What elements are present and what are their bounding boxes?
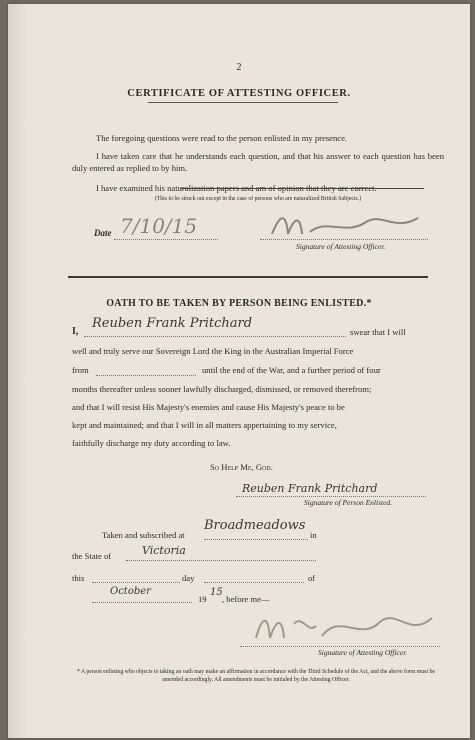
- page-number: 2: [236, 62, 242, 73]
- year-suffix: 15: [210, 587, 223, 598]
- attesting-officer-signature-mark: [250, 608, 438, 648]
- month-line-1: [204, 582, 304, 583]
- enlistee-signature-line: [236, 496, 426, 497]
- oath-line-1-tail: swear that I will: [350, 327, 406, 337]
- attesting-signature-line: [240, 646, 440, 647]
- before-label: , before me—: [222, 594, 270, 604]
- heading-underline: [148, 102, 338, 103]
- enlistee-signature-label: Signature of Person Enlisted.: [304, 498, 393, 507]
- date-label: Date: [94, 228, 112, 238]
- state-line: [126, 560, 316, 561]
- page-edge-shadow: [8, 4, 28, 738]
- year-prefix: 19: [198, 594, 207, 604]
- enlistee-name: Reuben Frank Pritchard: [92, 316, 253, 331]
- officer-signature-line: [260, 239, 428, 240]
- officer-signature-mark: [266, 208, 426, 242]
- name-line: [84, 336, 346, 337]
- enlistee-signature: Reuben Frank Pritchard: [242, 482, 378, 495]
- document-page: [8, 4, 470, 738]
- this-label: this: [72, 573, 85, 583]
- state-value: Victoria: [142, 544, 186, 557]
- place-line: [204, 539, 308, 540]
- naturalization-note: (This to be struck out except in the case of persons who are naturalized British Subjects.): [154, 196, 362, 202]
- date-line: [114, 239, 218, 240]
- section-divider: [68, 276, 428, 278]
- oath-line-3-head: from: [72, 365, 89, 375]
- certificate-para-2: I have taken care that he understands each question, and that his answer to each question has been duly entered as replied to by him.: [72, 151, 444, 173]
- strikethrough-line: [180, 188, 424, 189]
- from-line: [96, 375, 196, 376]
- month-line-2: [92, 602, 192, 603]
- in-label: in: [310, 530, 317, 540]
- day-label: day: [182, 573, 195, 583]
- oath-line-2: well and truly serve our Sovereign Lord the King in the Australian Imperial Force: [72, 346, 354, 356]
- state-label: the State of: [72, 551, 112, 561]
- of-label: of: [308, 573, 316, 583]
- day-line: [92, 582, 180, 583]
- certificate-para-1: The foregoing questions were read to the person enlisted in my presence.: [96, 133, 348, 143]
- oath-line-5: and that I will resist His Majesty's enemies and cause His Majesty's peace to be: [72, 402, 345, 412]
- certificate-heading: CERTIFICATE OF ATTESTING OFFICER.: [127, 88, 351, 99]
- officer-signature-label: Signature of Attesting Officer.: [296, 242, 386, 251]
- oath-line-7: faithfully discharge my duty according to law.: [72, 438, 231, 448]
- oath-closing: So Help Me, God.: [210, 462, 273, 472]
- taken-label: Taken and subscribed at: [102, 530, 185, 540]
- place-value: Broadmeadows: [204, 518, 306, 533]
- oath-prefix: I,: [72, 326, 79, 337]
- oath-line-6: kept and maintained; and that I will in all matters appertaining to my service,: [72, 420, 337, 430]
- certificate-para-3: I have examined his naturalization papers and am of opinion that they are correct.: [96, 183, 377, 193]
- oath-line-3-tail: until the end of the War, and a further period of four: [202, 365, 381, 375]
- oath-line-4: months thereafter unless sooner lawfully discharged, dismissed, or removed therefrom;: [72, 384, 372, 394]
- date-value: 7/10/15: [120, 214, 198, 238]
- month-value: October: [110, 586, 151, 597]
- footnote: * A person enlisting who objects to taking an oath may make an affirmation in accordance with the Third Schedule of the Act, and the above form must be amended accordingly. All amendments must be initialed by the Attesting Officer.: [77, 669, 435, 683]
- oath-heading: OATH TO BE TAKEN BY PERSON BEING ENLISTED.*: [106, 298, 372, 309]
- attesting-signature-label: Signature of Attesting Officer.: [318, 648, 408, 657]
